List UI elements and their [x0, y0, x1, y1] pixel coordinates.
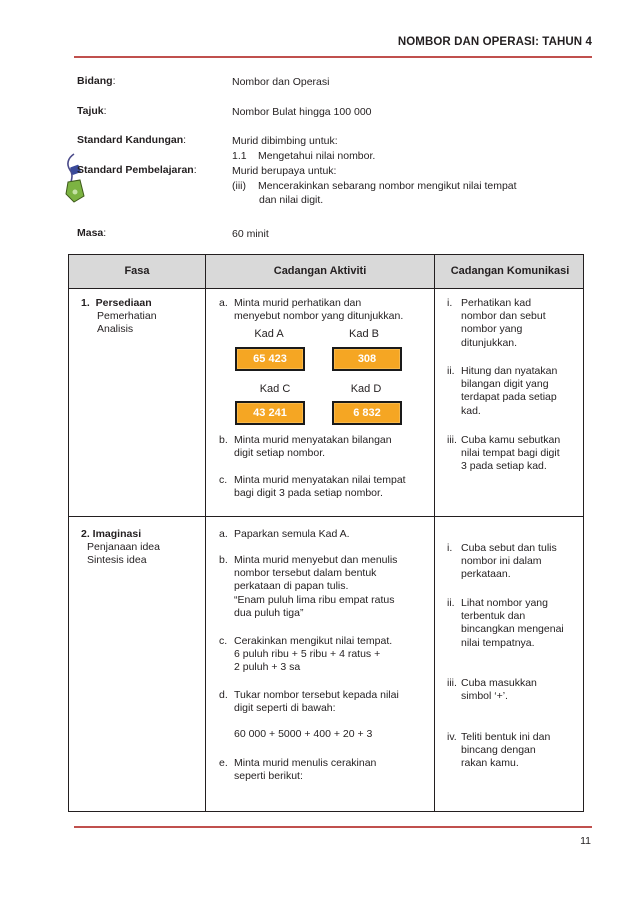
row1-komunikasi-iii: iii. Cuba kamu sebutkan nilai tempat bagi digit 3 pada setiap kad.: [447, 434, 561, 473]
row2-komunikasi-iv: iv. Teliti bentuk ini dan bincang dengan rakan kamu.: [447, 731, 551, 770]
row2-aktiviti-b: b. Minta murid menyebut dan menulis nombor tersebut dalam bentuk perkataan di papan tulis. “Enam puluh lima ribu empat ratus dua puluh tiga”: [219, 554, 398, 619]
row1-aktiviti-c: c. Minta murid menyatakan nilai tempat bagi digit 3 pada setiap nombor.: [219, 474, 406, 500]
footer-rule: [74, 826, 592, 828]
value-standard-pembelajaran: Murid berupaya untuk: (iii) Mencerakinkan sebarang nombor mengikut nilai tempat dan nilai digit.: [232, 165, 517, 206]
table-header-row: [69, 255, 583, 289]
card-b: 308: [332, 347, 402, 371]
card-c: 43 241: [235, 401, 305, 425]
lesson-table: [68, 254, 584, 812]
row-divider: [69, 516, 583, 517]
header-fasa: Fasa: [124, 265, 150, 277]
header-cadangan-aktiviti: Cadangan Aktiviti: [273, 265, 367, 277]
row1-komunikasi-ii: ii. Hitung dan nyatakan bilangan digit yang terdapat pada setiap kad.: [447, 365, 558, 417]
row2-aktiviti-e: e. Minta murid menulis cerakinan seperti berikut:: [219, 757, 377, 783]
value-bidang: Nombor dan Operasi: [232, 76, 330, 88]
label-standard-pembelajaran: Standard Pembelajaran:: [77, 164, 197, 176]
row2-komunikasi-iii: iii. Cuba masukkan simbol ‘+’.: [447, 677, 537, 703]
row1-aktiviti-b: b. Minta murid menyatakan bilangan digit setiap nombor.: [219, 434, 392, 460]
card-d-label: Kad D: [350, 383, 382, 395]
row2-aktiviti-a: a. Paparkan semula Kad A.: [219, 528, 350, 540]
label-standard-kandungan: Standard Kandungan:: [77, 134, 187, 146]
usb-key-icon: [62, 152, 88, 206]
header-cadangan-komunikasi: Cadangan Komunikasi: [450, 265, 570, 277]
row2-komunikasi-i: i. Cuba sebut dan tulis nombor ini dalam perkataan.: [447, 542, 557, 581]
card-d: 6 832: [332, 401, 402, 425]
row1-fasa: 1. Persediaan Pemerhatian Analisis: [81, 297, 157, 336]
col-divider-1: [205, 255, 206, 812]
row1-aktiviti-a: a. Minta murid perhatikan dan menyebut nombor yang ditunjukkan.: [219, 297, 404, 323]
card-b-label: Kad B: [349, 328, 379, 340]
col-divider-2: [434, 255, 435, 812]
value-masa: 60 minit: [232, 228, 269, 240]
value-standard-kandungan: Murid dibimbing untuk: 1.1 Mengetahui nilai nombor.: [232, 135, 376, 162]
row2-fasa: 2. Imaginasi Penjanaan idea Sintesis idea: [81, 528, 160, 567]
row2-aktiviti-d: d. Tukar nombor tersebut kepada nilai digit seperti di bawah: 60 000 + 5000 + 400 + 20 + 3: [219, 689, 399, 741]
label-tajuk: Tajuk:: [77, 105, 107, 117]
row2-aktiviti-c: c. Cerakinkan mengikut nilai tempat. 6 puluh ribu + 5 ribu + 4 ratus + 2 puluh + 3 sa: [219, 635, 393, 674]
header-rule: [74, 56, 592, 58]
label-masa: Masa:: [77, 227, 107, 239]
card-a: 65 423: [235, 347, 305, 371]
card-a-label: Kad A: [254, 328, 284, 340]
value-tajuk: Nombor Bulat hingga 100 000: [232, 106, 372, 118]
row1-komunikasi-i: i. Perhatikan kad nombor dan sebut nombor yang ditunjukkan.: [447, 297, 546, 349]
page-number: 11: [580, 835, 591, 847]
label-bidang: Bidang:: [77, 75, 116, 87]
row2-komunikasi-ii: ii. Lihat nombor yang terbentuk dan bincangkan mengenai nilai tempatnya.: [447, 597, 564, 649]
page-header-title: NOMBOR DAN OPERASI: TAHUN 4: [397, 36, 592, 48]
card-c-label: Kad C: [259, 383, 291, 395]
